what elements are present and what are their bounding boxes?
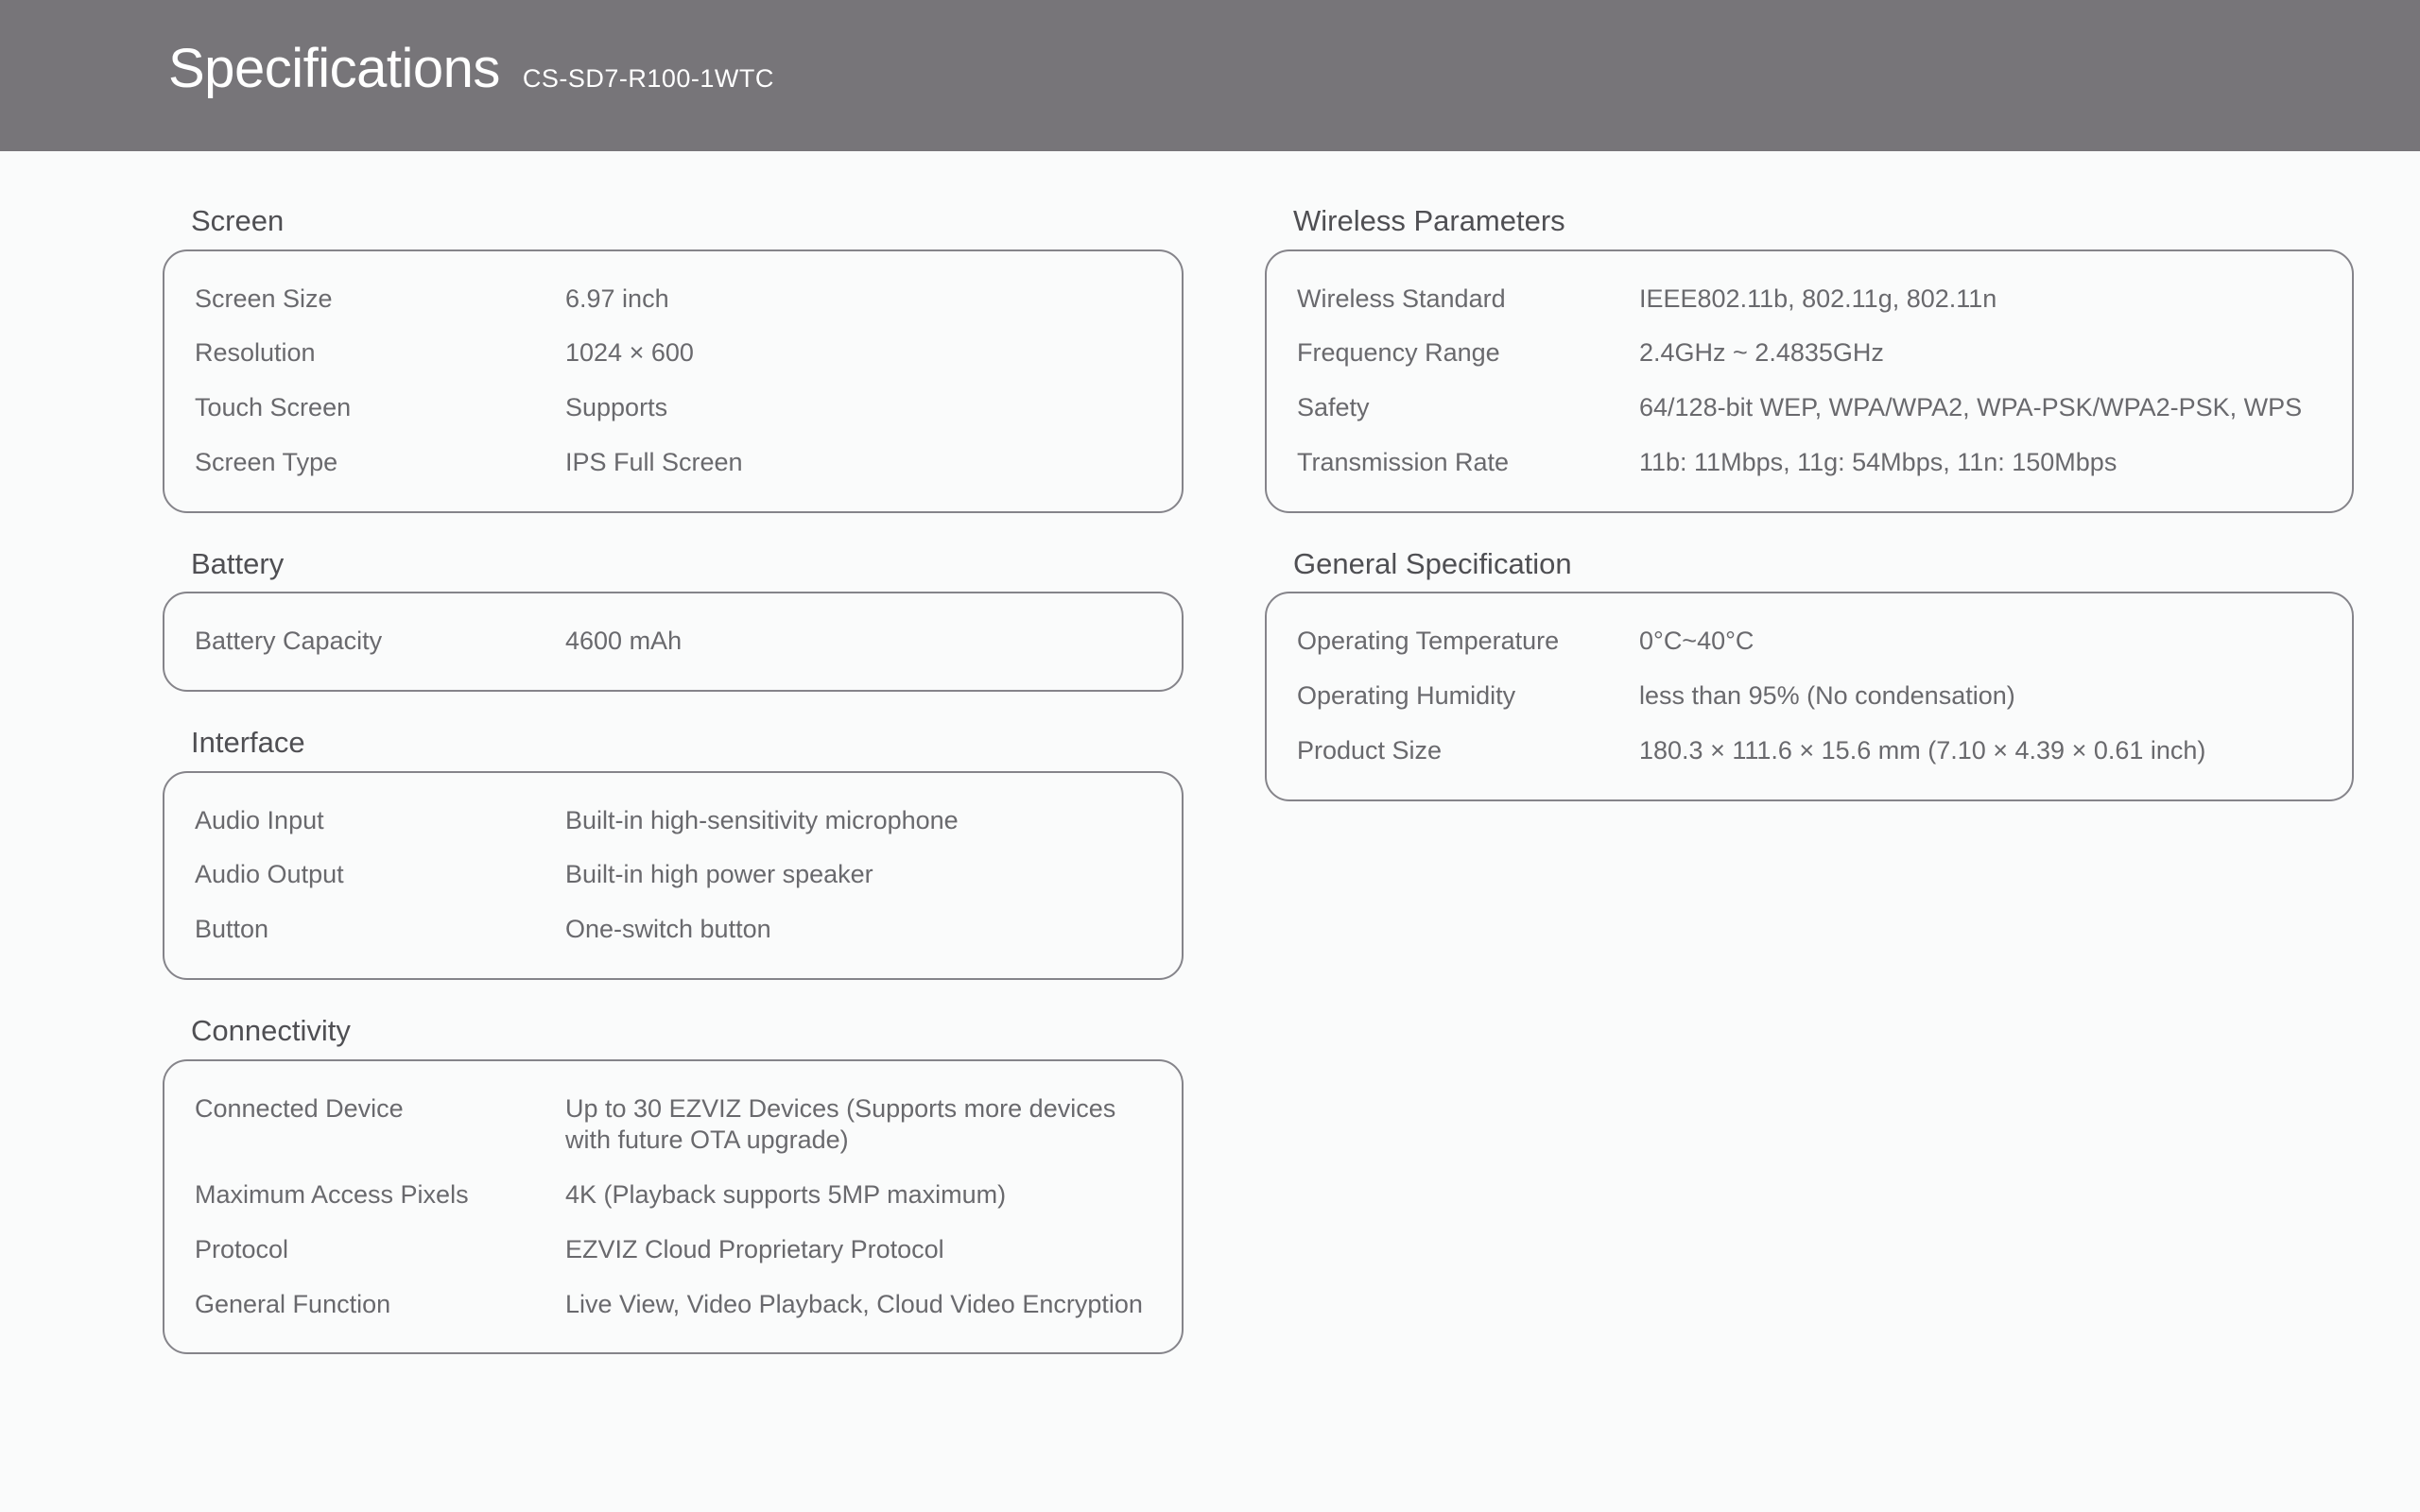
spec-label: Battery Capacity: [195, 627, 383, 656]
spec-label: Wireless Standard: [1297, 284, 1506, 313]
page-title: Specifications: [168, 38, 500, 99]
spec-row: [1267, 436, 2352, 490]
spec-box: [1265, 249, 2354, 513]
spec-value: 11b: 11Mbps, 11g: 54Mbps, 11n: 150Mbps: [1639, 447, 2118, 476]
spec-value: less than 95% (No condensation): [1639, 681, 2015, 711]
spec-row: [164, 1168, 1182, 1223]
section-title: General Specification: [1293, 546, 1572, 580]
spec-row: [164, 794, 1182, 849]
spec-value: IEEE802.11b, 802.11g, 802.11n: [1639, 284, 1997, 313]
section-wireless-parameters: [1265, 204, 2354, 513]
spec-value: 4600 mAh: [565, 627, 683, 656]
spec-label: Connected Device: [195, 1093, 404, 1123]
spec-label: Product Size: [1297, 735, 1443, 765]
spec-label: Audio Output: [195, 860, 344, 889]
spec-label: Frequency Range: [1297, 338, 1500, 368]
spec-row: [164, 272, 1182, 327]
spec-value: 1024 × 600: [565, 338, 694, 368]
section-title: Wireless Parameters: [1293, 204, 1565, 237]
spec-row: [164, 436, 1182, 490]
spec-box: [163, 771, 1184, 980]
section-title: Battery: [191, 546, 285, 580]
section-interface: [163, 726, 1184, 980]
section-screen: [163, 204, 1184, 513]
spec-label: Touch Screen: [195, 393, 352, 422]
spec-label: Button: [195, 915, 269, 944]
spec-row: [1267, 614, 2352, 669]
section-title: Connectivity: [191, 1013, 351, 1047]
spec-value: 64/128-bit WEP, WPA/WPA2, WPA-PSK/WPA2-PSK, WPS: [1639, 393, 2303, 422]
spec-value: Live View, Video Playback, Cloud Video Encryption: [565, 1289, 1143, 1318]
spec-value: One-switch button: [565, 915, 771, 944]
spec-content: [0, 151, 2420, 1388]
spec-label: Maximum Access Pixels: [195, 1180, 469, 1210]
spec-box: [163, 1059, 1184, 1355]
spec-value: 2.4GHz ~ 2.4835GHz: [1639, 338, 1884, 368]
spec-label: Operating Temperature: [1297, 627, 1560, 656]
spec-label: Audio Input: [195, 805, 324, 834]
spec-row: [1267, 381, 2352, 436]
spec-row: [164, 1223, 1182, 1278]
spec-value: Built-in high power speaker: [565, 860, 873, 889]
spec-row: [164, 326, 1182, 381]
spec-row: [1267, 326, 2352, 381]
spec-value: Up to 30 EZVIZ Devices (Supports more devices with future OTA upgrade): [565, 1093, 1116, 1155]
page-header: [0, 0, 2420, 151]
section-connectivity: [163, 1014, 1184, 1354]
spec-row: [164, 614, 1182, 669]
spec-label: Transmission Rate: [1297, 447, 1510, 476]
spec-label: Resolution: [195, 338, 316, 368]
spec-row: [164, 1082, 1182, 1169]
spec-label: Screen Type: [195, 447, 338, 476]
section-battery: [163, 547, 1184, 692]
section-general-specification: [1265, 547, 2354, 801]
spec-row: [164, 1278, 1182, 1332]
spec-value: 0°C~40°C: [1639, 627, 1754, 656]
spec-label: Screen Size: [195, 284, 333, 313]
spec-value: 6.97 inch: [565, 284, 669, 313]
spec-box: [1265, 592, 2354, 800]
column-left: [163, 204, 1184, 1388]
section-title: Screen: [191, 204, 285, 237]
spec-label: Safety: [1297, 393, 1370, 422]
product-model: CS-SD7-R100-1WTC: [522, 64, 774, 93]
spec-value: 4K (Playback supports 5MP maximum): [565, 1180, 1007, 1210]
spec-label: Operating Humidity: [1297, 681, 1516, 711]
spec-row: [1267, 669, 2352, 724]
spec-row: [1267, 272, 2352, 327]
spec-row: [164, 848, 1182, 902]
spec-box: [163, 249, 1184, 513]
spec-value: EZVIZ Cloud Proprietary Protocol: [565, 1234, 944, 1263]
spec-row: [164, 381, 1182, 436]
spec-value: Built-in high-sensitivity microphone: [565, 805, 959, 834]
spec-row: [1267, 724, 2352, 779]
spec-value: Supports: [565, 393, 668, 422]
spec-label: Protocol: [195, 1234, 289, 1263]
section-title: Interface: [191, 726, 305, 760]
spec-value: 180.3 × 111.6 × 15.6 mm (7.10 × 4.39 × 0.61 inch): [1639, 735, 2206, 765]
spec-label: General Function: [195, 1289, 391, 1318]
spec-row: [164, 902, 1182, 957]
spec-box: [163, 592, 1184, 692]
column-right: [1265, 204, 2354, 835]
spec-value: IPS Full Screen: [565, 447, 743, 476]
